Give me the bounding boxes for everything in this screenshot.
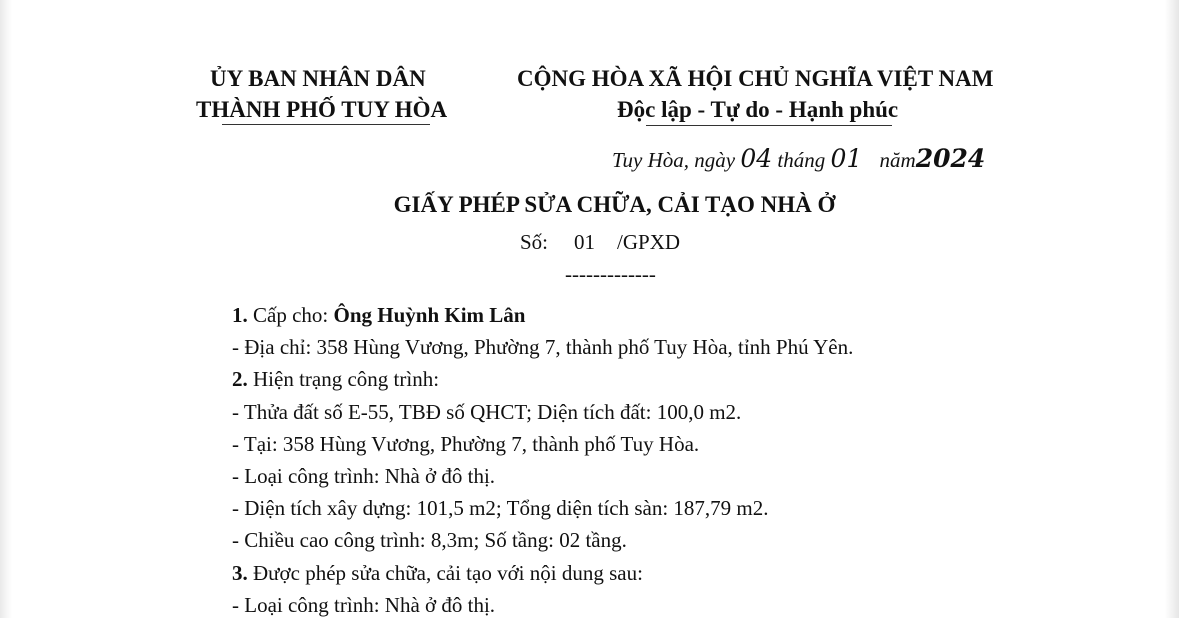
issuing-authority-line2: THÀNH PHỐ TUY HÒA — [196, 97, 448, 122]
list-item: - Tại: 358 Hùng Vương, Phường 7, thành phố Tuy Hòa. — [232, 431, 700, 456]
national-motto: Độc lập - Tự do - Hạnh phúc — [617, 97, 899, 122]
document-number — [520, 230, 680, 255]
date-month-label: tháng — [777, 148, 826, 172]
permit-body — [232, 299, 853, 621]
issue-date — [612, 144, 985, 173]
list-item: - Thửa đất số E-55, TBĐ số QHCT; Diện tích đất: 100,0 m2. — [232, 399, 742, 424]
list-item: - Loại công trình: Nhà ở đô thị. — [232, 464, 496, 489]
title-separator: ------------- — [565, 262, 656, 286]
section-3-heading — [232, 557, 853, 589]
grantee-address: - Địa chỉ: 358 Hùng Vương, Phường 7, thành phố Tuy Hòa, tỉnh Phú Yên. — [232, 335, 854, 360]
number-value: 01 — [574, 230, 596, 254]
date-place-prefix: Tuy Hòa, ngày — [612, 148, 736, 172]
section-1-heading — [232, 299, 853, 331]
list-item: - Loại công trình: Nhà ở đô thị. — [232, 592, 496, 617]
section-2-label: Hiện trạng công trình: — [253, 367, 440, 392]
section-1-number: 1. — [232, 303, 248, 327]
number-suffix: /GPXD — [617, 230, 681, 254]
section-3-number: 3. — [232, 560, 248, 585]
authority-underline — [222, 124, 430, 125]
section-2-number: 2. — [232, 367, 248, 392]
section-3-label: Được phép sửa chữa, cải tạo với nội dung sau: — [253, 560, 643, 585]
national-title: CỘNG HÒA XÃ HỘI CHỦ NGHĨA VIỆT NAM — [517, 66, 994, 91]
grantee-name: Ông Huỳnh Kim Lân — [333, 303, 526, 327]
motto-underline — [646, 125, 892, 126]
section-2-heading — [232, 363, 853, 395]
date-year-label: năm — [879, 148, 916, 172]
list-item: - Chiều cao công trình: 8,3m; Số tầng: 02 tầng. — [232, 528, 627, 553]
section-1-label: Cấp cho: — [253, 303, 329, 327]
issuing-authority-line1: ỦY BAN NHÂN DÂN — [210, 66, 426, 91]
date-month: 01 — [830, 144, 863, 173]
document-title: GIẤY PHÉP SỬA CHỮA, CẢI TẠO NHÀ Ở — [393, 192, 836, 217]
page-edge-left — [0, 0, 12, 618]
date-year: 2024 — [915, 144, 986, 173]
list-item: - Diện tích xây dựng: 101,5 m2; Tổng diện tích sàn: 187,79 m2. — [232, 496, 769, 521]
page-edge-right — [1165, 0, 1179, 618]
date-day: 04 — [740, 144, 773, 173]
number-label: Số: — [520, 230, 549, 254]
